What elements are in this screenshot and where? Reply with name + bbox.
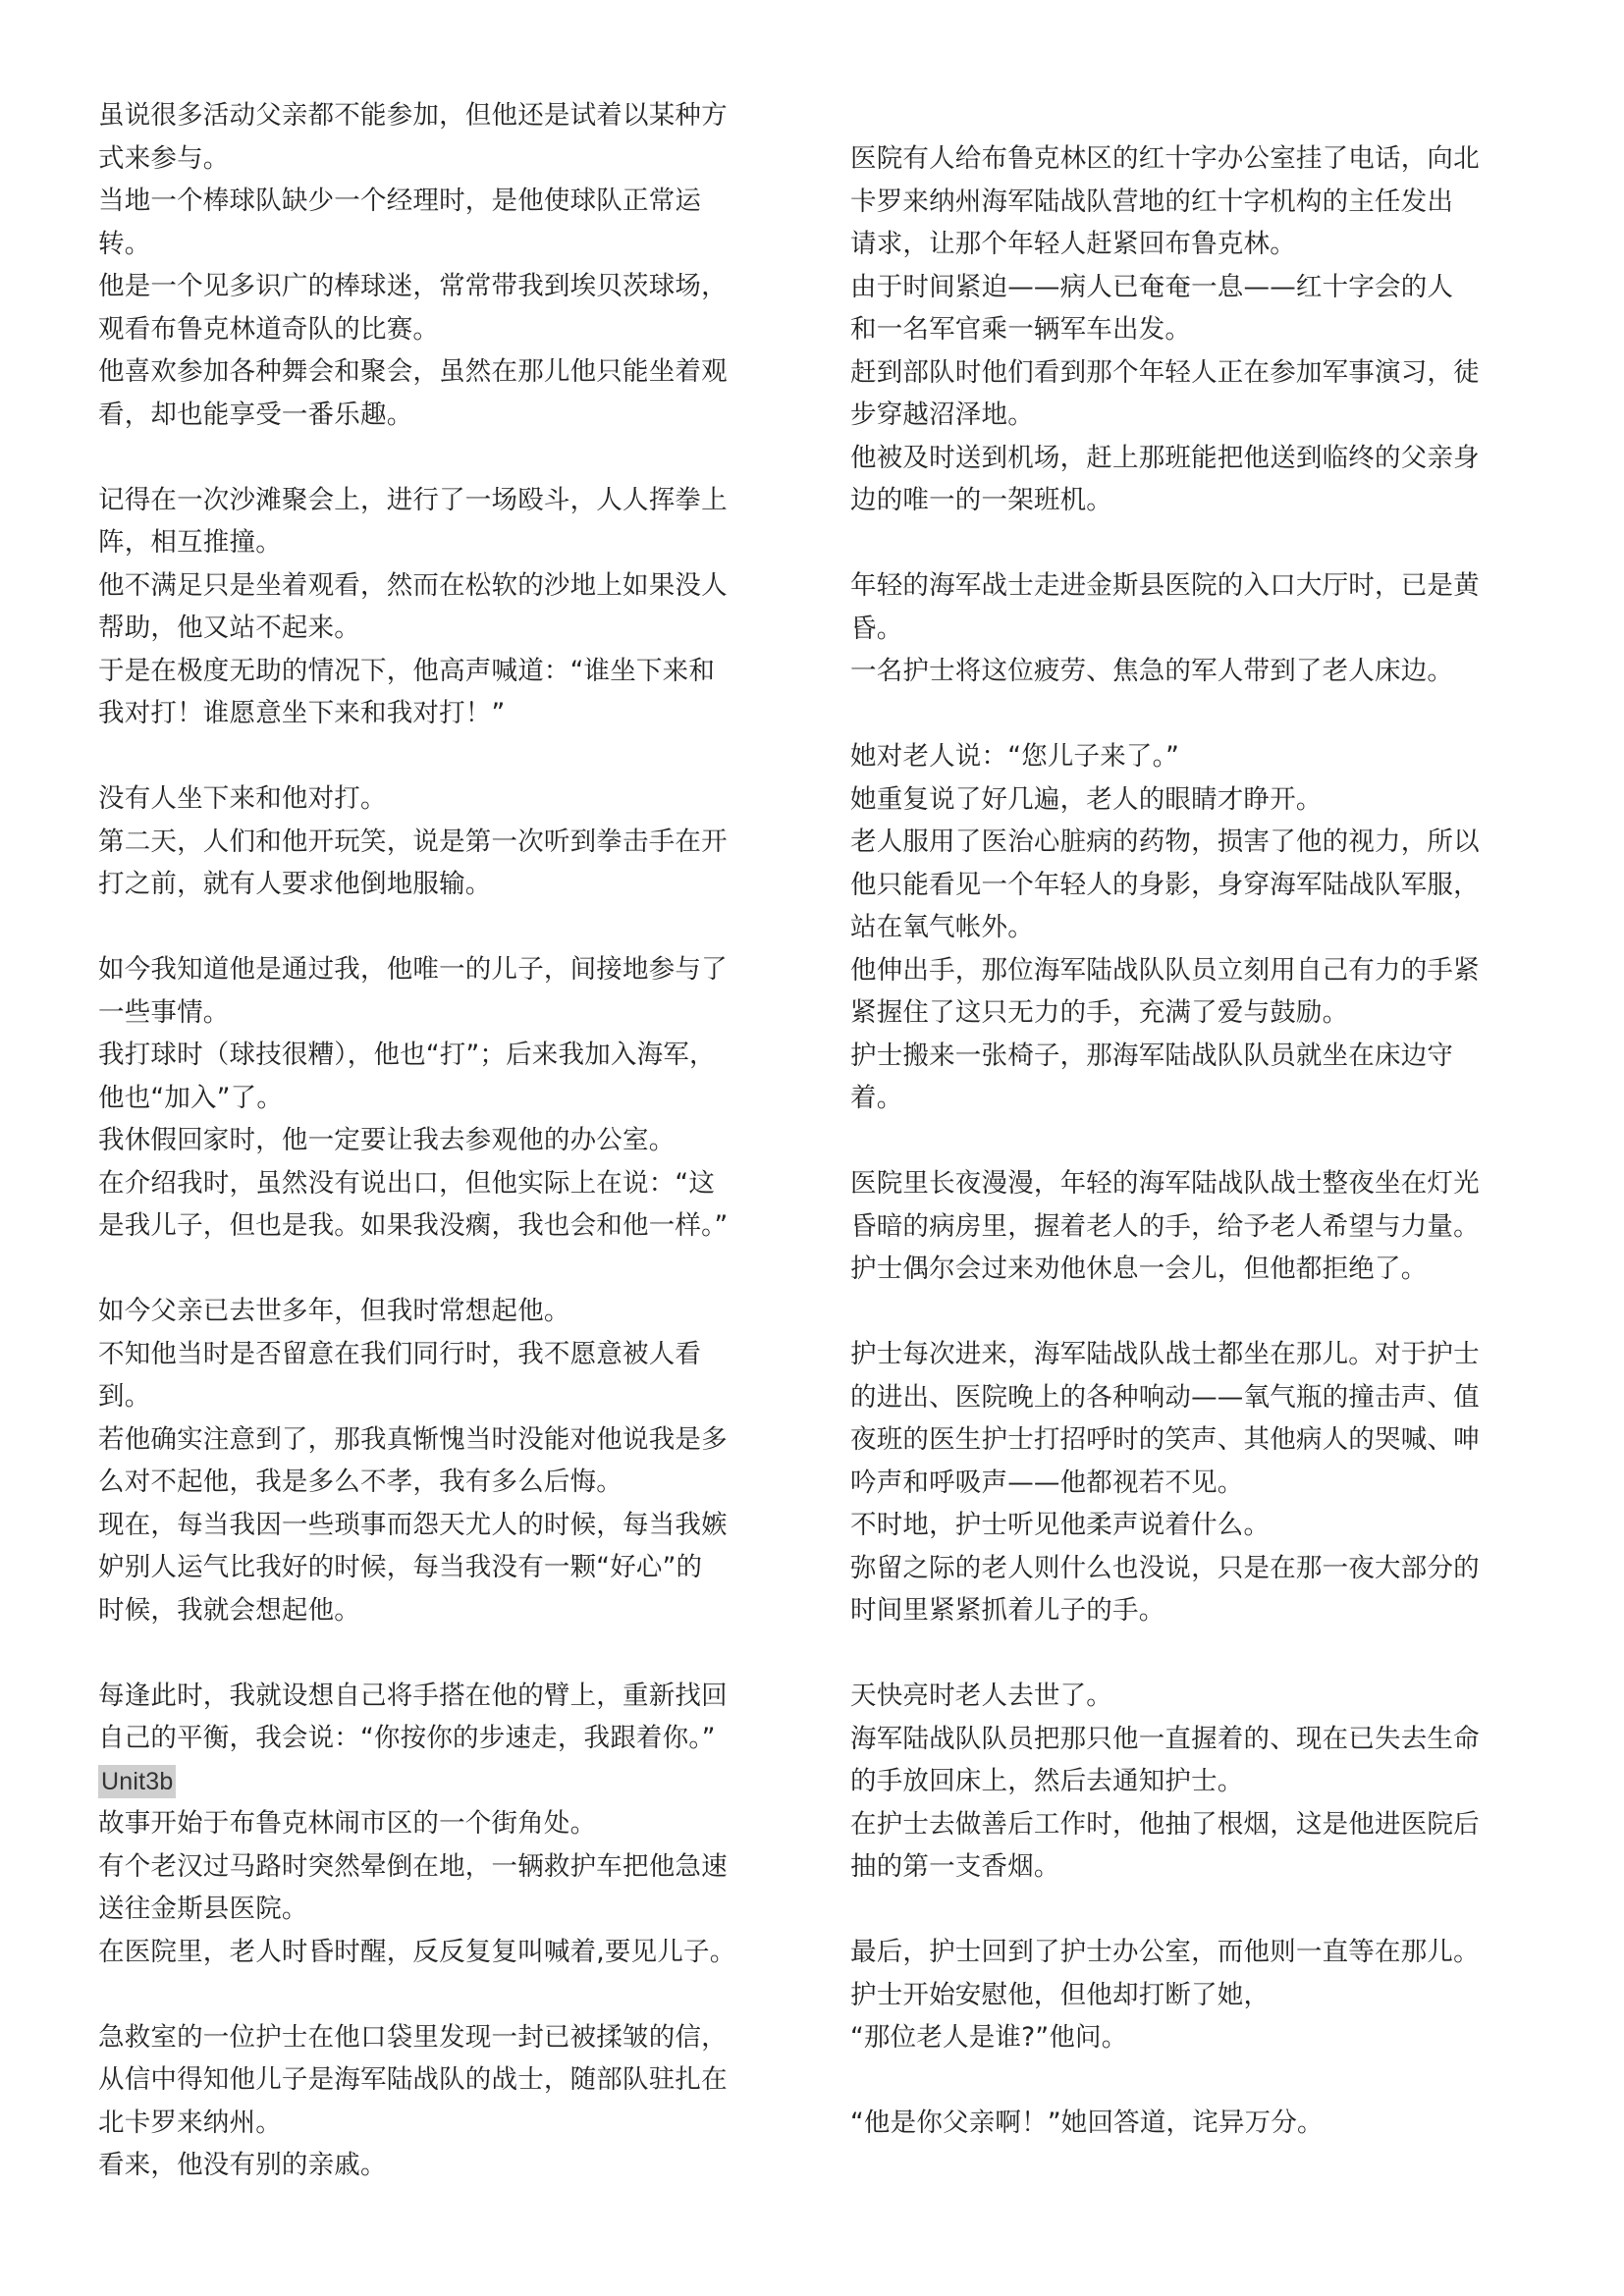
text-line: 和一名军官乘一辆军车出发。	[850, 314, 1192, 345]
text-line: 他不满足只是坐着观看，然而在松软的沙地上如果没人	[98, 569, 728, 601]
text-line: 当地一个棒球队缺少一个经理时，是他使球队正常运	[98, 186, 702, 216]
text-line: 天快亮时老人去世了。	[850, 1681, 1112, 1711]
text-line: 现在，每当我因一些琐事而怨天尤人的时候，每当我嫉	[98, 1509, 728, 1540]
paragraph-gap	[98, 735, 785, 778]
text-line: 阵，相互推撞。	[98, 527, 282, 558]
text-line: 不时地，护士听见他柔声说着什么。	[850, 1510, 1271, 1540]
paragraph-gap	[850, 1632, 1543, 1676]
paragraph-gap	[850, 2059, 1543, 2103]
text-line: 他被及时送到机场，赶上那班能把他送到临终的父亲身	[850, 442, 1480, 473]
text-line: 第二天，人们和他开玩笑，说是第一次听到拳击手在开	[98, 826, 728, 857]
text-line: 紧握住了这只无力的手，充满了爱与鼓励。	[850, 997, 1349, 1028]
text-line: 没有人坐下来和他对打。	[98, 783, 387, 814]
text-line: 他是一个见多识广的棒球迷，常常带我到埃贝茨球场，	[98, 271, 728, 301]
text-line: 最后，护士回到了护士办公室，而他则一直等在那儿。	[850, 1937, 1480, 1967]
text-line: 时间里紧紧抓着儿子的手。	[850, 1595, 1165, 1626]
paragraph-gap	[98, 906, 785, 949]
paragraph-gap	[850, 693, 1543, 736]
paragraph-gap	[850, 1120, 1543, 1163]
paragraph-gap	[98, 1973, 785, 2016]
text-line: 一些事情。	[98, 996, 230, 1028]
paragraph-gap	[850, 522, 1543, 565]
paragraph-gap	[98, 1631, 785, 1675]
text-line: 由于时间紧迫——病人已奄奄一息——红十字会的人	[850, 271, 1454, 302]
text-line: “那位老人是谁?”他问。	[850, 2022, 1128, 2053]
text-line: 虽说很多活动父亲都不能参加，但他还是试着以某种方	[98, 100, 728, 131]
paragraph-gap	[98, 1248, 785, 1291]
text-line: 赶到部队时他们看到那个年轻人正在参加军事演习，徒	[850, 356, 1480, 388]
text-line: 到。	[98, 1381, 151, 1412]
text-line: 帮助，他又站不起来。	[98, 613, 360, 643]
text-line: 我打球时（球技很糟），他也“打”；后来我加入海军，	[98, 1040, 716, 1070]
text-line: 是我儿子，但也是我。如果我没瘸，我也会和他一样。”	[98, 1210, 729, 1241]
text-line: 护士开始安慰他，但他却打断了她，	[850, 1979, 1271, 2010]
text-line: 么对不起他，我是多么不孝，我有多么后悔。	[98, 1467, 623, 1497]
text-line: 每逢此时，我就设想自己将手搭在他的臂上，重新找回	[98, 1680, 728, 1711]
text-line: 如今父亲已去世多年，但我时常想起他。	[98, 1296, 570, 1326]
text-line: 护士每次进来，海军陆战队战士都坐在那儿。对于护士	[850, 1339, 1480, 1369]
text-line: 不知他当时是否留意在我们同行时，我不愿意被人看	[98, 1338, 702, 1369]
text-line: 他也“加入”了。	[98, 1082, 284, 1113]
text-line: 护士搬来一张椅子，那海军陆战队队员就坐在床边守	[850, 1040, 1454, 1071]
text-line: 护士偶尔会过来劝他休息一会儿，但他都拒绝了。	[850, 1254, 1428, 1284]
text-line: 记得在一次沙滩聚会上，进行了一场殴斗，人人挥拳上	[98, 484, 728, 515]
right-column	[850, 137, 1543, 2145]
left-column	[98, 94, 785, 2187]
text-line: 看，却也能享受一番乐趣。	[98, 399, 413, 430]
text-line: 急救室的一位护士在他口袋里发现一封已被揉皱的信，	[98, 2021, 728, 2053]
text-line: 若他确实注意到了，那我真惭愧当时没能对他说我是多	[98, 1423, 728, 1455]
text-line: 在护士去做善后工作时，他抽了根烟，这是他进医院后	[850, 1808, 1480, 1840]
text-line: 夜班的医生护士打招呼时的笑声、其他病人的哭喊、呻	[850, 1424, 1480, 1455]
text-line: 昏。	[850, 613, 903, 644]
paragraph-gap	[850, 1889, 1543, 1932]
text-line: 从信中得知他儿子是海军陆战队的战士，随部队驻扎在	[98, 2064, 728, 2095]
text-line: 弥留之际的老人则什么也没说，只是在那一夜大部分的	[850, 1552, 1480, 1583]
text-line: 他伸出手，那位海军陆战队队员立刻用自己有力的手紧	[850, 954, 1480, 986]
text-line: 于是在极度无助的情况下，他高声喊道：“谁坐下来和	[98, 655, 716, 686]
unit-heading-row	[98, 1760, 785, 1803]
text-line: 吟声和呼吸声——他都视若不见。	[850, 1467, 1244, 1498]
text-line: 北卡罗来纳州。	[98, 2107, 282, 2138]
text-line: 式来参与。	[98, 142, 230, 174]
text-line: 医院里长夜漫漫，年轻的海军陆战队战士整夜坐在灯光	[850, 1168, 1480, 1199]
text-line: 边的唯一的一架班机。	[850, 485, 1112, 515]
text-line: 抽的第一支香烟。	[850, 1851, 1060, 1882]
text-line: 如今我知道他是通过我，他唯一的儿子，间接地参与了	[98, 954, 728, 985]
unit-label: Unit3b	[98, 1765, 176, 1798]
text-line: 老人服用了医治心脏病的药物，损害了他的视力，所以	[850, 827, 1480, 857]
paragraph-gap	[98, 436, 785, 479]
text-line: 送往金斯县医院。	[98, 1894, 308, 1924]
text-line: 他只能看见一个年轻人的身影，身穿海军陆战队军服，	[850, 869, 1480, 900]
text-line: 打之前，就有人要求他倒地服输。	[98, 869, 492, 899]
text-line: 海军陆战队队员把那只他一直握着的、现在已失去生命	[850, 1723, 1480, 1754]
text-line: 妒别人运气比我好的时候，每当我没有一颗“好心”的	[98, 1552, 703, 1582]
text-line: 自己的平衡，我会说：“你按你的步速走，我跟着你。”	[98, 1723, 716, 1753]
text-line: 一名护士将这位疲劳、焦急的军人带到了老人床边。	[850, 656, 1454, 686]
text-line: 在介绍我时，虽然没有说出口，但他实际上在说：“这	[98, 1167, 716, 1199]
paragraph-gap	[850, 1291, 1543, 1334]
text-line: 我休假回家时，他一定要让我去参观他的办公室。	[98, 1125, 676, 1155]
text-line: 在医院里，老人时昏时醒，反反复复叫喊着,要见儿子。	[98, 1936, 736, 1967]
text-line: 医院有人给布鲁克林区的红十字办公室挂了电话，向北	[850, 143, 1480, 174]
text-line: 步穿越沼泽地。	[850, 400, 1034, 430]
text-line: 故事开始于布鲁克林闹市区的一个街角处。	[98, 1808, 597, 1839]
text-line: 有个老汉过马路时突然晕倒在地，一辆救护车把他急速	[98, 1850, 728, 1882]
text-line: 卡罗来纳州海军陆战队营地的红十字机构的主任发出	[850, 186, 1454, 217]
text-line: 的进出、医院晚上的各种响动——氧气瓶的撞击声、值	[850, 1381, 1480, 1413]
text-line: 的手放回床上，然后去通知护士。	[850, 1766, 1244, 1796]
text-line: 着。	[850, 1083, 903, 1113]
text-line: “他是你父亲啊！”她回答道，诧异万分。	[850, 2108, 1324, 2138]
text-line: 请求，让那个年轻人赶紧回布鲁克林。	[850, 229, 1296, 259]
text-line: 她重复说了好几遍，老人的眼睛才睁开。	[850, 783, 1323, 815]
text-line: 她对老人说：“您儿子来了。”	[850, 741, 1180, 772]
text-line: 年轻的海军战士走进金斯县医院的入口大厅时，已是黄	[850, 570, 1480, 601]
text-line: 时候，我就会想起他。	[98, 1594, 360, 1626]
text-line: 看来，他没有别的亲戚。	[98, 2150, 387, 2180]
text-line: 转。	[98, 228, 151, 259]
text-line: 他喜欢参加各种舞会和聚会，虽然在那儿他只能坐着观	[98, 356, 728, 387]
text-line: 站在氧气帐外。	[850, 912, 1034, 942]
text-line: 我对打！谁愿意坐下来和我对打！”	[98, 698, 506, 728]
text-line: 昏暗的病房里，握着老人的手，给予老人希望与力量。	[850, 1210, 1480, 1242]
text-line: 观看布鲁克林道奇队的比赛。	[98, 313, 440, 345]
